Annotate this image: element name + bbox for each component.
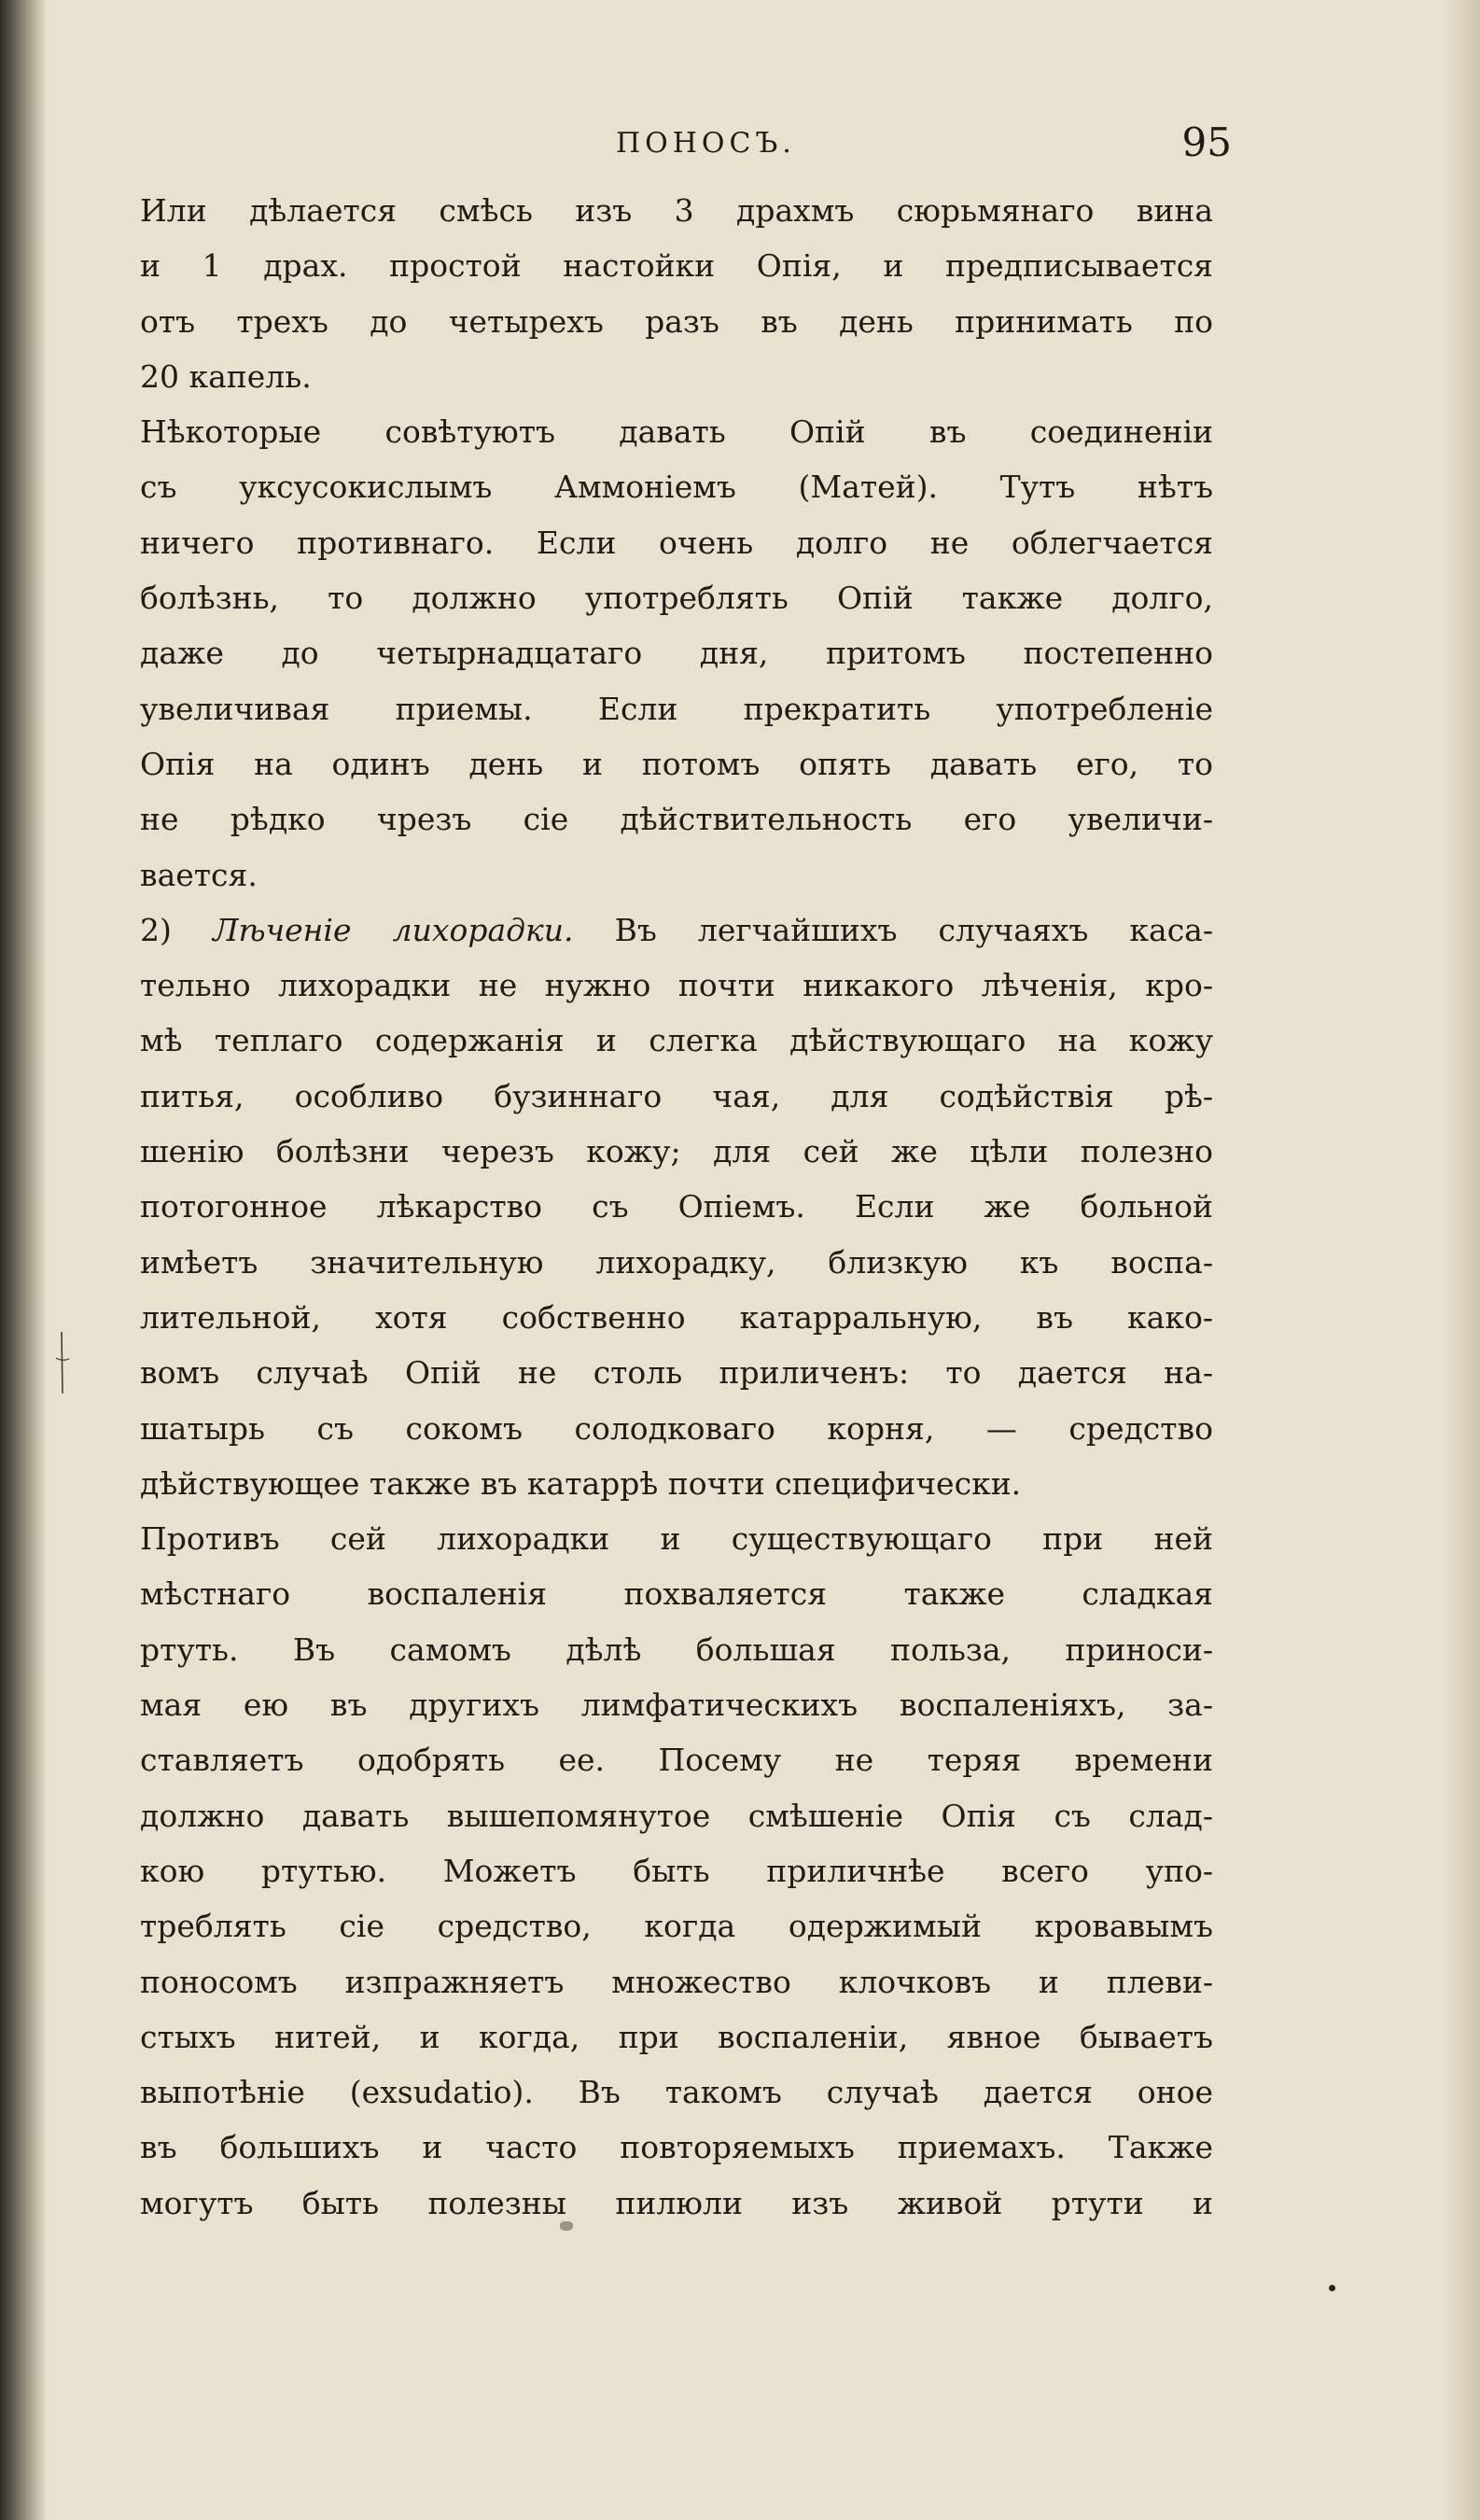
paragraph-2 [140,404,1213,903]
text-line: вается. [140,856,258,893]
text-line: должно давать вышепомянутое смѣшеніе Опія съ слад- [140,1797,1213,1834]
text-line: треблять сіе средство, когда одержимый кровавымъ [140,1908,1213,1945]
text-line: дѣйствующее также въ катаррѣ почти специфически. [140,1464,1022,1502]
body-text [140,183,1213,2231]
text-line: ничего противнаго. Если очень долго не облегчается [140,524,1213,561]
page-edge [1443,0,1480,2520]
text-line: могутъ быть полезны пилюли изъ живой ртути и [140,2184,1213,2221]
ink-dot [1329,2285,1335,2291]
margin-pencil-mark [54,1330,73,1395]
text-line: и 1 драх. простой настойки Опія, и предписывается [140,247,1213,285]
page-number: 95 [1181,119,1232,165]
text-line: Опія на одинъ день и потомъ опять давать его, то [140,745,1213,782]
text-line: ставляетъ одобрять ее. Посему не теряя времени [140,1742,1213,1779]
text-line: стыхъ нитей, и когда, при воспаленіи, явное бываетъ [140,2018,1213,2055]
text-line: вомъ случаѣ Опій не столь приличенъ: то дается на- [140,1354,1213,1392]
text-line: питья, особливо бузиннаго чая, для содѣйствія рѣ- [140,1077,1213,1114]
running-head: ПОНОСЪ. [616,127,796,160]
text-line: мѣ теплаго содержанія и слегка дѣйствующаго на кожу [140,1022,1213,1059]
text-line: увеличивая приемы. Если прекратить употребленіе [140,690,1213,727]
text-line: шатырь съ сокомъ солодковаго корня, — средство [140,1409,1213,1447]
ink-blot [560,2221,573,2231]
paragraph-4 [140,1511,1213,2231]
text-line: потогонное лѣкарство съ Опіемъ. Если же больной [140,1188,1213,1225]
text-line: Въ легчайшихъ случаяхъ каса- [614,911,1214,948]
binding-shadow [0,0,47,2520]
text-line: Нѣкоторые совѣтуютъ давать Опій въ соединеніи [140,413,1213,451]
text-line: въ большихъ и часто повторяемыхъ приемахъ. Также [140,2129,1213,2166]
text-line: 20 капель. [140,357,312,395]
section-title: Лѣченіе лихорадки. [212,911,574,948]
text-line: выпотѣніе (exsudatio). Въ такомъ случаѣ дается оное [140,2074,1213,2111]
text-line: не рѣдко чрезъ сіе дѣйствительность его увеличи- [140,801,1213,838]
section-lead-line [140,903,1213,958]
text-line: поносомъ изпражняетъ множество клочковъ и плеви- [140,1963,1213,2000]
text-line: мѣстнаго воспаленія похваляется также сладкая [140,1575,1213,1613]
paragraph-3 [140,903,1213,1511]
paragraph-1 [140,183,1213,404]
section-number: 2) [140,911,172,948]
text-line: отъ трехъ до четырехъ разъ въ день принимать по [140,302,1213,340]
text-line: Противъ сей лихорадки и существующаго при ней [140,1520,1213,1558]
text-line: мая ею въ другихъ лимфатическихъ воспаленіяхъ, за- [140,1687,1213,1724]
text-line: шенію болѣзни черезъ кожу; для сей же цѣли полезно [140,1133,1213,1170]
text-line: ртуть. Въ самомъ дѣлѣ большая польза, приноси- [140,1631,1213,1668]
text-line: даже до четырнадцатаго дня, притомъ постепенно [140,635,1213,672]
text-line: Или дѣлается смѣсь изъ 3 драхмъ сюрьмянаго вина [140,192,1213,229]
text-line: кою ртутью. Можетъ быть приличнѣе всего упо- [140,1852,1213,1889]
text-line: тельно лихорадки не нужно почти никакого лѣченія, кро- [140,967,1213,1004]
page-header [187,119,1232,175]
text-line: лительной, хотя собственно катарральную, въ како- [140,1298,1213,1336]
text-line: имѣетъ значительную лихорадку, близкую къ воспа- [140,1243,1213,1281]
text-line: болѣзнь, то должно употреблять Опій также долго, [140,580,1213,617]
text-line: съ уксусокислымъ Аммоніемъ (Матей). Тутъ нѣтъ [140,469,1213,506]
